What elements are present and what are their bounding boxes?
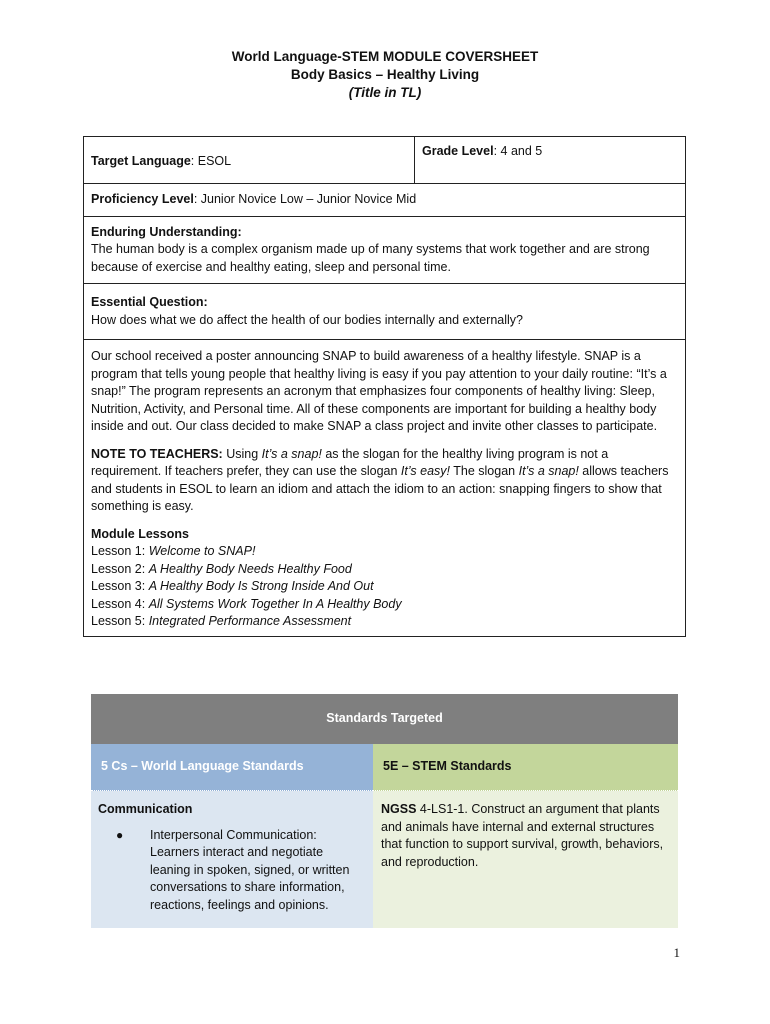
note-slogan-3: It’s a snap! (518, 464, 579, 478)
bullet-icon: ● (116, 827, 124, 842)
grade-level-value: : 4 and 5 (493, 144, 543, 158)
proficiency-value: : Junior Novice Low – Junior Novice Mid (193, 192, 417, 206)
interpersonal-communication-text: Interpersonal Communication: Learners interact and negotiate leaning in spoken, signed, or written conversations to share information, reactions, feelings and opinions. (150, 827, 350, 912)
standards-targeted-heading: Standards Targeted (91, 694, 678, 744)
proficiency-label: Proficiency Level (91, 192, 194, 206)
note-text-3: The slogan (450, 464, 519, 478)
coversheet-table (83, 136, 686, 637)
note-text-1: Using (222, 446, 262, 461)
enduring-understanding-cell (84, 216, 686, 284)
target-language-value: : ESOL (190, 154, 232, 169)
ngss-label: NGSS (381, 802, 417, 816)
lesson-title: Integrated Performance Assessment (148, 614, 352, 628)
note-slogan-1: It’s a snap! (261, 446, 322, 461)
lesson-number: Lesson 1: (91, 544, 149, 558)
grade-level-label: Grade Level (422, 144, 494, 158)
note-slogan-2: It’s easy! (400, 464, 451, 478)
title-in-tl: (Title in TL) (348, 85, 422, 100)
proficiency-cell (84, 184, 686, 217)
ngss-text: 4-LS1-1. Construct an argument that plants and animals have internal and external structures that function to support survival, growth, behaviors, and reproduction. (381, 802, 664, 869)
module-lessons (91, 526, 678, 631)
target-language-cell (84, 137, 415, 184)
lesson-item (91, 561, 678, 579)
lesson-title: A Healthy Body Needs Healthy Food (148, 561, 352, 576)
lesson-item (91, 578, 678, 596)
lesson-item (91, 613, 678, 631)
enduring-understanding-text: The human body is a complex organism made up of many systems that work together and are strong because of exercise and healthy eating, sleep and personal time. (91, 242, 650, 274)
document-title: World Language-STEM MODULE COVERSHEET (231, 49, 539, 64)
note-text-2: as the slogan for the healthy living program is not a requirement. If teachers prefer, they can use the slogan (91, 446, 609, 478)
enduring-understanding-label: Enduring Understanding: (91, 224, 242, 239)
lesson-title: Welcome to SNAP! (148, 544, 256, 558)
lesson-item (91, 543, 678, 561)
module-description-cell (84, 340, 686, 637)
document-subtitle: Body Basics – Healthy Living (290, 67, 480, 82)
target-language-label: Target Language (91, 154, 191, 169)
lesson-item (91, 596, 678, 614)
lesson-number: Lesson 4: (91, 596, 149, 611)
essential-question-cell (84, 284, 686, 340)
lesson-title: All Systems Work Together In A Healthy Body (148, 596, 402, 611)
grade-level-cell (415, 137, 686, 184)
world-language-standards-heading: 5 Cs – World Language Standards (91, 744, 373, 791)
essential-question-label: Essential Question: (91, 295, 208, 309)
note-to-teachers (91, 446, 678, 516)
intro-paragraph: Our school received a poster announcing SNAP to build awareness of a healthy lifestyle. SNAP is a program that tells young people that healthy living is easy if you pay attention to your daily routine: “It’s a snap!” The program represents an acronym that emphasizes four components of healthy living: Sleep, Nutrition, Activity, and Personal time. All of these components are important for building a healthy body inside and out. Our class decided to make SNAP a class project and invite other classes to participate. (91, 349, 667, 433)
standards-table (91, 694, 678, 928)
lesson-number: Lesson 3: (91, 579, 149, 593)
lesson-number: Lesson 5: (91, 614, 149, 628)
note-label: NOTE TO TEACHERS: (91, 446, 223, 461)
page-number: 1 (673, 945, 680, 960)
lesson-title: A Healthy Body Is Strong Inside And Out (148, 579, 374, 593)
lesson-number: Lesson 2: (91, 561, 149, 576)
world-language-standards-cell (91, 791, 373, 929)
stem-standards-cell (373, 791, 678, 929)
module-lessons-heading: Module Lessons (91, 526, 189, 541)
bullet-item (98, 827, 365, 915)
essential-question-text: How does what we do affect the health of our bodies internally and externally? (91, 312, 523, 327)
note-text-4: allows teachers and students in ESOL to learn an idiom and attach the idiom to an action: snapping fingers to show that something is easy. (91, 464, 669, 513)
stem-standards-heading: 5E – STEM Standards (373, 744, 678, 791)
document-header (0, 48, 770, 102)
communication-label: Communication (98, 802, 193, 816)
